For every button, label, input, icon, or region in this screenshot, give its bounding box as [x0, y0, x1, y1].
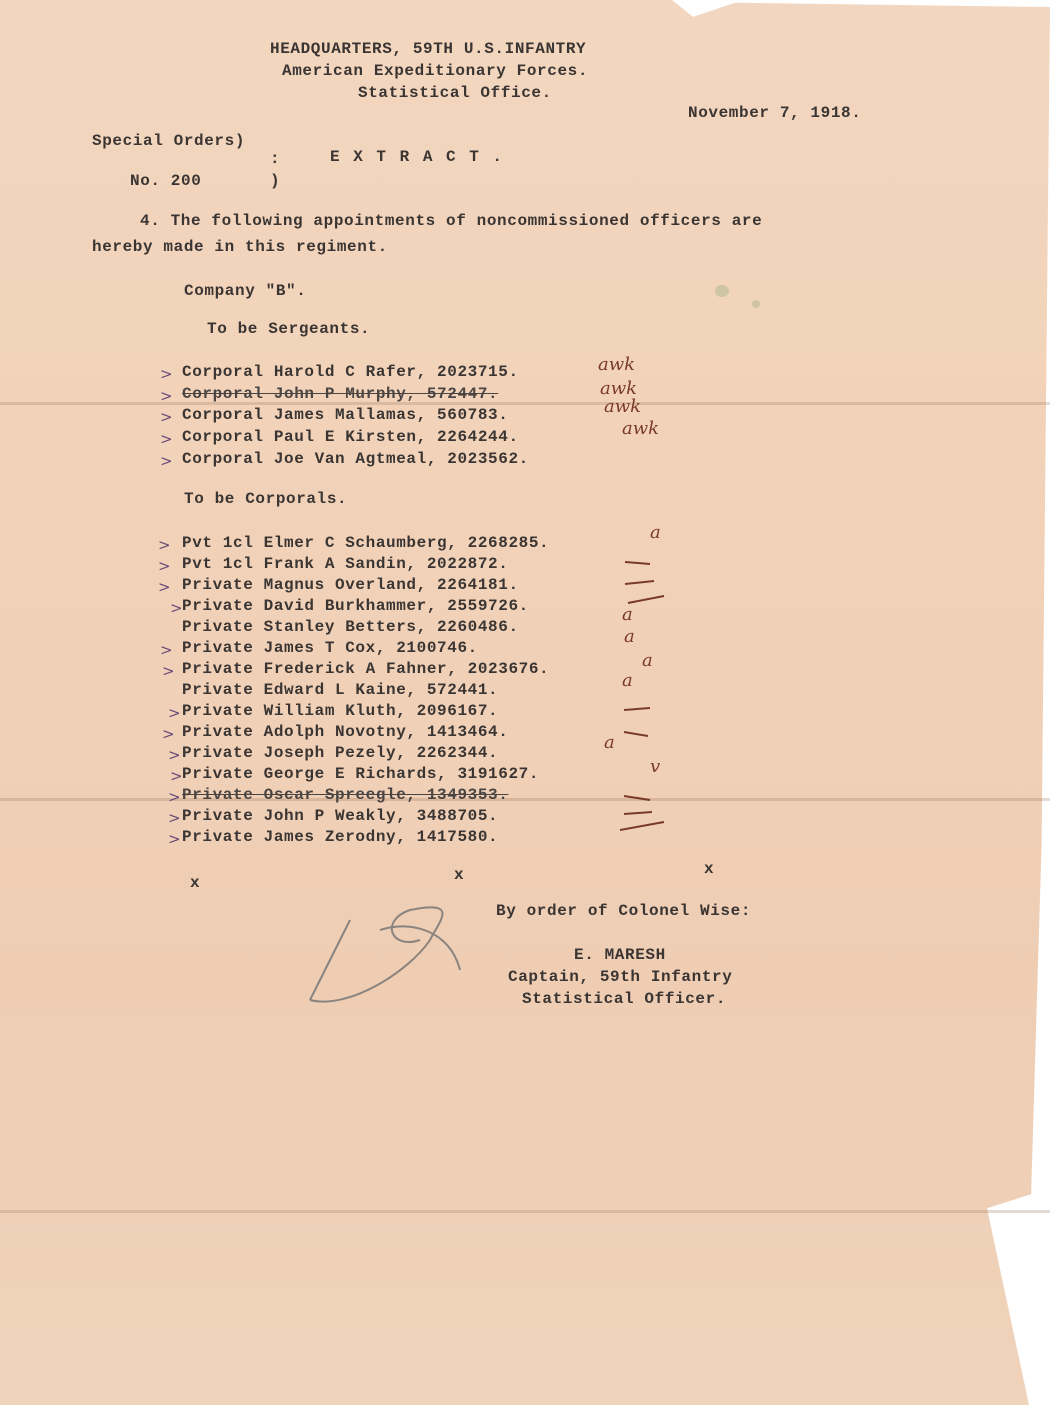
officer-title-2: Statistical Officer.	[522, 990, 727, 1008]
list-item: Private Frederick A Fahner, 2023676.	[182, 660, 550, 678]
list-item: Private Joseph Pezely, 2262344.	[182, 744, 499, 762]
order-paren: )	[270, 172, 281, 190]
list-item: Corporal Joe Van Agtmeal, 2023562.	[182, 450, 529, 468]
check-arrow: >	[158, 578, 171, 596]
corporals-heading: To be Corporals.	[184, 490, 348, 508]
dash-mark	[624, 732, 648, 736]
officer-name: E. MARESH	[574, 946, 666, 964]
dash-mark	[620, 822, 664, 830]
company-label: Company "B".	[184, 282, 307, 300]
separator-x: x	[454, 866, 465, 884]
header-line-2: American Expeditionary Forces.	[282, 62, 589, 80]
check-arrow: >	[168, 788, 181, 806]
handwritten-mark: a	[642, 650, 653, 671]
list-item: Corporal James Mallamas, 560783.	[182, 406, 509, 424]
extract-title: E X T R A C T .	[330, 148, 505, 166]
check-arrow: >	[168, 746, 181, 764]
header-line-3: Statistical Office.	[358, 84, 552, 102]
list-item: Private William Kluth, 2096167.	[182, 702, 499, 720]
separator-x: x	[190, 874, 201, 892]
check-arrow: >	[170, 599, 183, 617]
list-item: Private George E Richards, 3191627.	[182, 765, 540, 783]
paragraph-line-2: hereby made in this regiment.	[92, 238, 388, 256]
list-item: Private James T Cox, 2100746.	[182, 639, 478, 657]
list-item: Pvt 1cl Elmer C Schaumberg, 2268285.	[182, 534, 550, 552]
special-orders-label: Special Orders)	[92, 132, 246, 150]
handwritten-mark: awk	[600, 378, 638, 399]
list-item: Corporal John P Murphy, 572447.	[182, 385, 499, 403]
fold-line	[0, 1210, 1050, 1213]
check-arrow: >	[162, 725, 175, 743]
list-item: Corporal Harold C Rafer, 2023715.	[182, 363, 519, 381]
dash-mark	[624, 796, 650, 800]
officer-title-1: Captain, 59th Infantry	[508, 968, 733, 986]
list-item: Private Magnus Overland, 2264181.	[182, 576, 519, 594]
separator-x: x	[704, 860, 715, 878]
document-date: November 7, 1918.	[688, 104, 862, 122]
handwritten-mark: a	[650, 522, 661, 543]
order-number: No. 200	[130, 172, 202, 190]
check-arrow: >	[158, 536, 171, 554]
dash-mark	[625, 581, 654, 584]
list-item: Private Edward L Kaine, 572441.	[182, 681, 499, 699]
dash-mark	[624, 812, 652, 814]
check-arrow: >	[170, 767, 183, 785]
check-arrow: >	[158, 557, 171, 575]
list-item: Private David Burkhammer, 2559726.	[182, 597, 529, 615]
sergeants-heading: To be Sergeants.	[207, 320, 371, 338]
list-item: Private John P Weakly, 3488705.	[182, 807, 499, 825]
check-arrow: >	[160, 365, 173, 383]
list-item: Private Adolph Novotny, 1413464.	[182, 723, 509, 741]
paragraph-line-1: 4. The following appointments of noncommissioned officers are	[140, 212, 763, 230]
list-item: Pvt 1cl Frank A Sandin, 2022872.	[182, 555, 509, 573]
handwritten-mark: v	[650, 756, 661, 777]
pencil-signature	[290, 880, 490, 1030]
list-item: Private Oscar Spreegle, 1349353.	[182, 786, 509, 804]
dash-mark	[625, 562, 650, 564]
check-arrow: >	[160, 452, 173, 470]
check-arrow: >	[160, 641, 173, 659]
check-arrow: >	[168, 704, 181, 722]
handwritten-mark: a	[622, 670, 633, 691]
handwritten-mark: awk	[622, 418, 660, 439]
list-item: Private Stanley Betters, 2260486.	[182, 618, 519, 636]
handwritten-mark: awk	[604, 396, 642, 417]
check-arrow: >	[168, 809, 181, 827]
order-colon: :	[270, 150, 281, 168]
check-arrow: >	[160, 408, 173, 426]
handwritten-dashes	[620, 550, 680, 840]
handwritten-mark: a	[622, 604, 633, 625]
handwritten-mark: a	[624, 626, 635, 647]
list-item: Corporal Paul E Kirsten, 2264244.	[182, 428, 519, 446]
header-line-1: HEADQUARTERS, 59TH U.S.INFANTRY	[270, 40, 587, 58]
by-order-line: By order of Colonel Wise:	[496, 902, 752, 920]
dash-mark	[628, 596, 664, 603]
fold-line	[0, 402, 1050, 405]
handwritten-mark: a	[604, 732, 615, 753]
fold-line	[0, 798, 1050, 801]
stain	[752, 300, 760, 308]
check-arrow: >	[160, 387, 173, 405]
check-arrow: >	[168, 830, 181, 848]
handwritten-mark: awk	[598, 354, 636, 375]
list-item: Private James Zerodny, 1417580.	[182, 828, 499, 846]
stain	[715, 285, 729, 297]
check-arrow: >	[160, 430, 173, 448]
dash-mark	[624, 708, 650, 710]
check-arrow: >	[162, 662, 175, 680]
